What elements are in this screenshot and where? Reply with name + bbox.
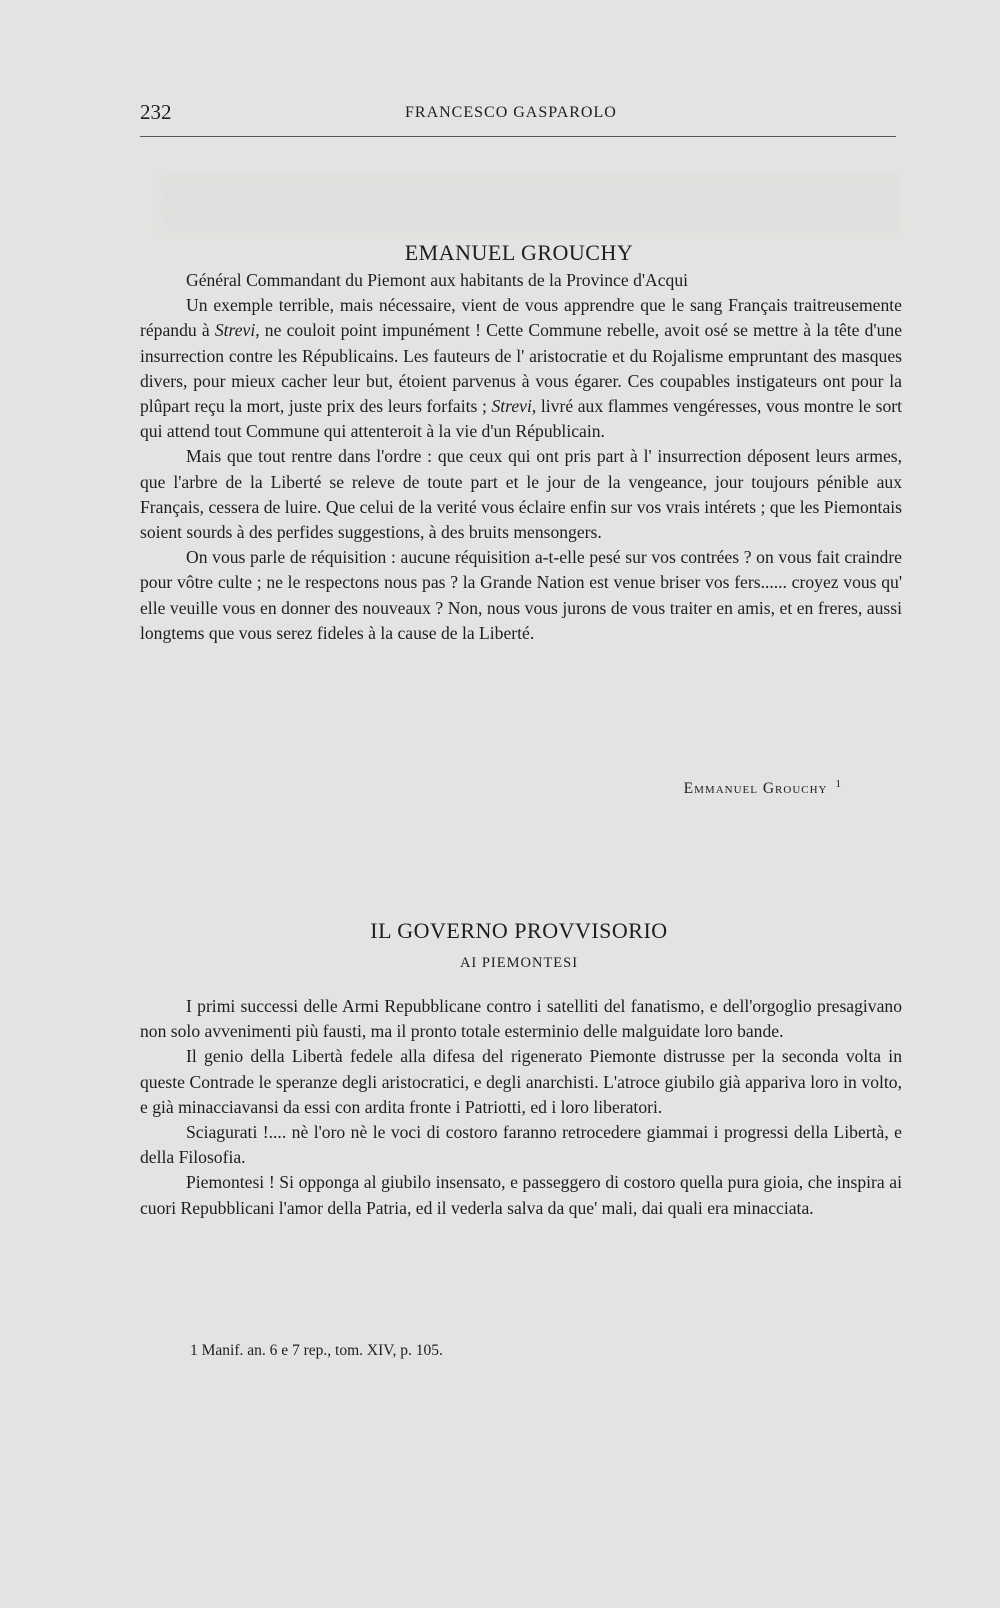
italian-proclamation: [140, 994, 902, 1221]
bleed-through-shadow: [160, 175, 900, 235]
addressee-line: Général Commandant du Piemont aux habitants de la Province d'Acqui: [186, 270, 689, 290]
signature: [140, 778, 842, 798]
footnote: 1 Manif. an. 6 e 7 rep., tom. XIV, p. 105.: [190, 1342, 443, 1359]
signature-name: Emmanuel Grouchy: [683, 780, 828, 798]
paragraph: Un exemple terrible, mais nécessaire, vient de vous apprendre que le sang Français traitreusemente répandu à Strevi, ne couloit point impunément ! Cette Commune rebelle, avoit osé se mettre à la tête d'une insurrection contre les Républicains. Les fauteurs de l' aristocratie et du Rojalisme empruntant des masques divers, pour mieux cacher leur but, étoient parvenus à vous égarer. Ces coupables instigateurs ont pour la plûpart reçu la mort, juste prix des leurs forfaits ; Strevi, livré aux flammes vengéresses, vous montre le sort qui attend tout Commune qui attenteroit à la vie d'un Républicain.: [140, 295, 902, 442]
french-proclamation: [140, 268, 902, 646]
paragraph: Piemontesi ! Si opponga al giubilo insensato, e passeggero di costoro quella pura gioia, che inspira ai cuori Repubblicani l'amor della Patria, ed il vederla salva da que' mali, dai quali era minacciata.: [140, 1172, 902, 1218]
section-subtitle: AI PIEMONTESI: [459, 955, 579, 971]
paragraph: Sciagurati !.... nè l'oro nè le voci di costoro faranno retrocedere giammai i progressi della Libertà, e della Filosofia.: [140, 1122, 902, 1168]
paragraph: Mais que tout rentre dans l'ordre : que ceux qui ont pris part à l' insurrection déposent leurs armes, que l'arbre de la Liberté se releve de toute part et le jour de la vengeance, jour toujours pénible aux Français, cessera de luire. Que celui de la verité vous éclaire enfin sur vos vrais intérets ; que les Piemontais soient sourds à des perfides suggestions, à des bruits mensongers.: [140, 446, 902, 543]
paragraph: I primi successi delle Armi Repubblicane contro i satelliti del fanatismo, e dell'orgoglio presagivano non solo avvenimenti più fausti, ma il pronto totale esterminio delle malguidate loro bande.: [140, 996, 902, 1042]
paragraph: On vous parle de réquisition : aucune réquisition a-t-elle pesé sur vos contrées ? on vous fait craindre pour vôtre culte ; ne le respectons nous pas ? la Grande Nation est venue briser vos fers...... croyez vous qu' elle veuille vous en donner des nouveaux ? Non, nous vous jurons de vous traiter en amis, et en freres, aussi longtems que vous serez fideles à la cause de la Liberté.: [140, 547, 902, 643]
header-rule: [140, 136, 896, 137]
footnote-marker: 1: [835, 778, 842, 790]
running-title: FRANCESCO GASPAROLO: [405, 104, 617, 121]
page-number: 232: [140, 100, 172, 124]
paragraph: Il genio della Libertà fedele alla difesa del rigenerato Piemonte distrusse per la seconda volta in queste Contrade le speranze degli aristocratici, e degli anarchisti. L'atroce giubilo già appariva loro in volto, e già minacciavansi da essi con ardita fronte i Patriotti, ed i loro liberatori.: [140, 1046, 902, 1117]
section-title-grouchy: EMANUEL GROUCHY: [404, 240, 634, 266]
section-title-governo: IL GOVERNO PROVVISORIO: [370, 918, 668, 944]
